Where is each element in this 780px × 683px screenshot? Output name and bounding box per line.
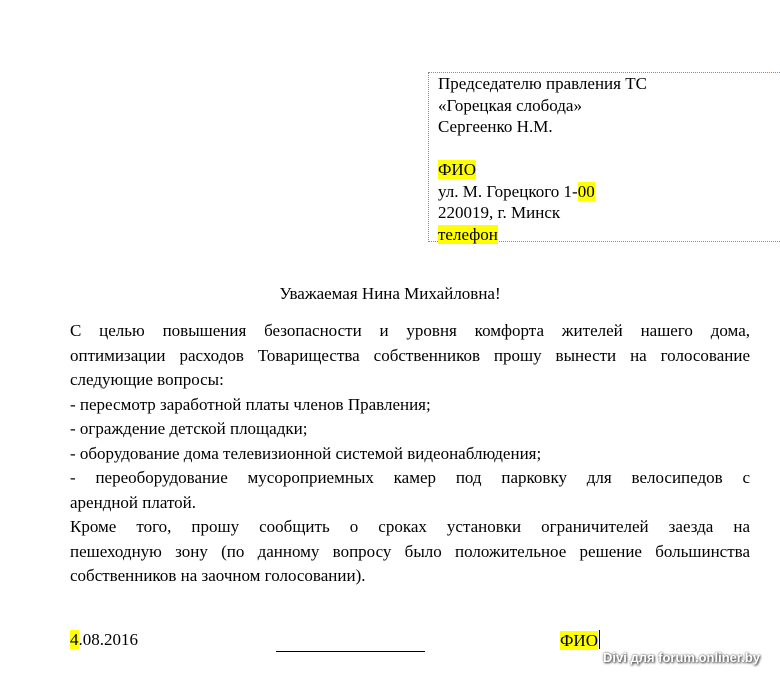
addressee-name: Сергеенко Н.М. (438, 117, 553, 136)
addressee-text-box[interactable] (428, 72, 780, 242)
sender-phone-line (438, 224, 780, 246)
letter-body[interactable] (70, 319, 750, 589)
sender-street-line (438, 181, 780, 203)
paragraph-2-line-2: пешеходную зону (по данному вопросу было положительное решение большинства (70, 541, 750, 561)
sender-fio-highlight: ФИО (438, 160, 476, 179)
paragraph-1-line-1: С целью повышения безопасности и уровня комфорта жителей нашего дома, (70, 321, 750, 340)
list-item-1: - пересмотр заработной платы членов Правления; (70, 394, 431, 414)
sender-phone-highlight: телефон (438, 224, 498, 244)
list-item-4-line-2: арендной платой. (70, 492, 197, 512)
sender-city: 220019, г. Минск (438, 203, 561, 222)
date-rest: .08.2016 (78, 630, 138, 649)
sender-apartment-highlight: 00 (577, 181, 595, 201)
sender-street: ул. М. Горецкого 1- (438, 181, 578, 201)
signature-fio (560, 630, 600, 651)
addressee-org: «Горецкая слобода» (438, 95, 582, 115)
greeting: Уважаемая Нина Михайловна! (279, 284, 501, 303)
addr-spacer (438, 138, 780, 160)
list-item-3: - оборудование дома телевизионной системой видеонаблюдения; (70, 443, 542, 463)
text-cursor (599, 630, 600, 649)
addressee-title: Председателю правления ТС (438, 74, 647, 93)
paragraph-2-line-1: Кроме того, прошу сообщить о сроках установки ограничителей заезда на (70, 517, 750, 536)
paragraph-1-line-2: оптимизации расходов Товарищества собственников прошу вынести на голосование (70, 345, 750, 365)
date (70, 630, 138, 650)
paragraph-2-line-3: собственников на заочном голосовании). (70, 566, 366, 585)
signature-line (276, 651, 425, 652)
signature-fio-highlight: ФИО (560, 631, 598, 650)
list-item-4-line-1: - переоборудование мусороприемных камер под парковку для велосипедов с (70, 468, 750, 487)
date-day-highlight: 4 (70, 630, 79, 649)
sender-fio-line (438, 159, 780, 181)
paragraph-1-line-3: следующие вопросы: (70, 370, 224, 389)
list-item-2: - ограждение детской площадки; (70, 419, 308, 438)
watermark: Divi для forum.onliner.by (602, 650, 760, 665)
